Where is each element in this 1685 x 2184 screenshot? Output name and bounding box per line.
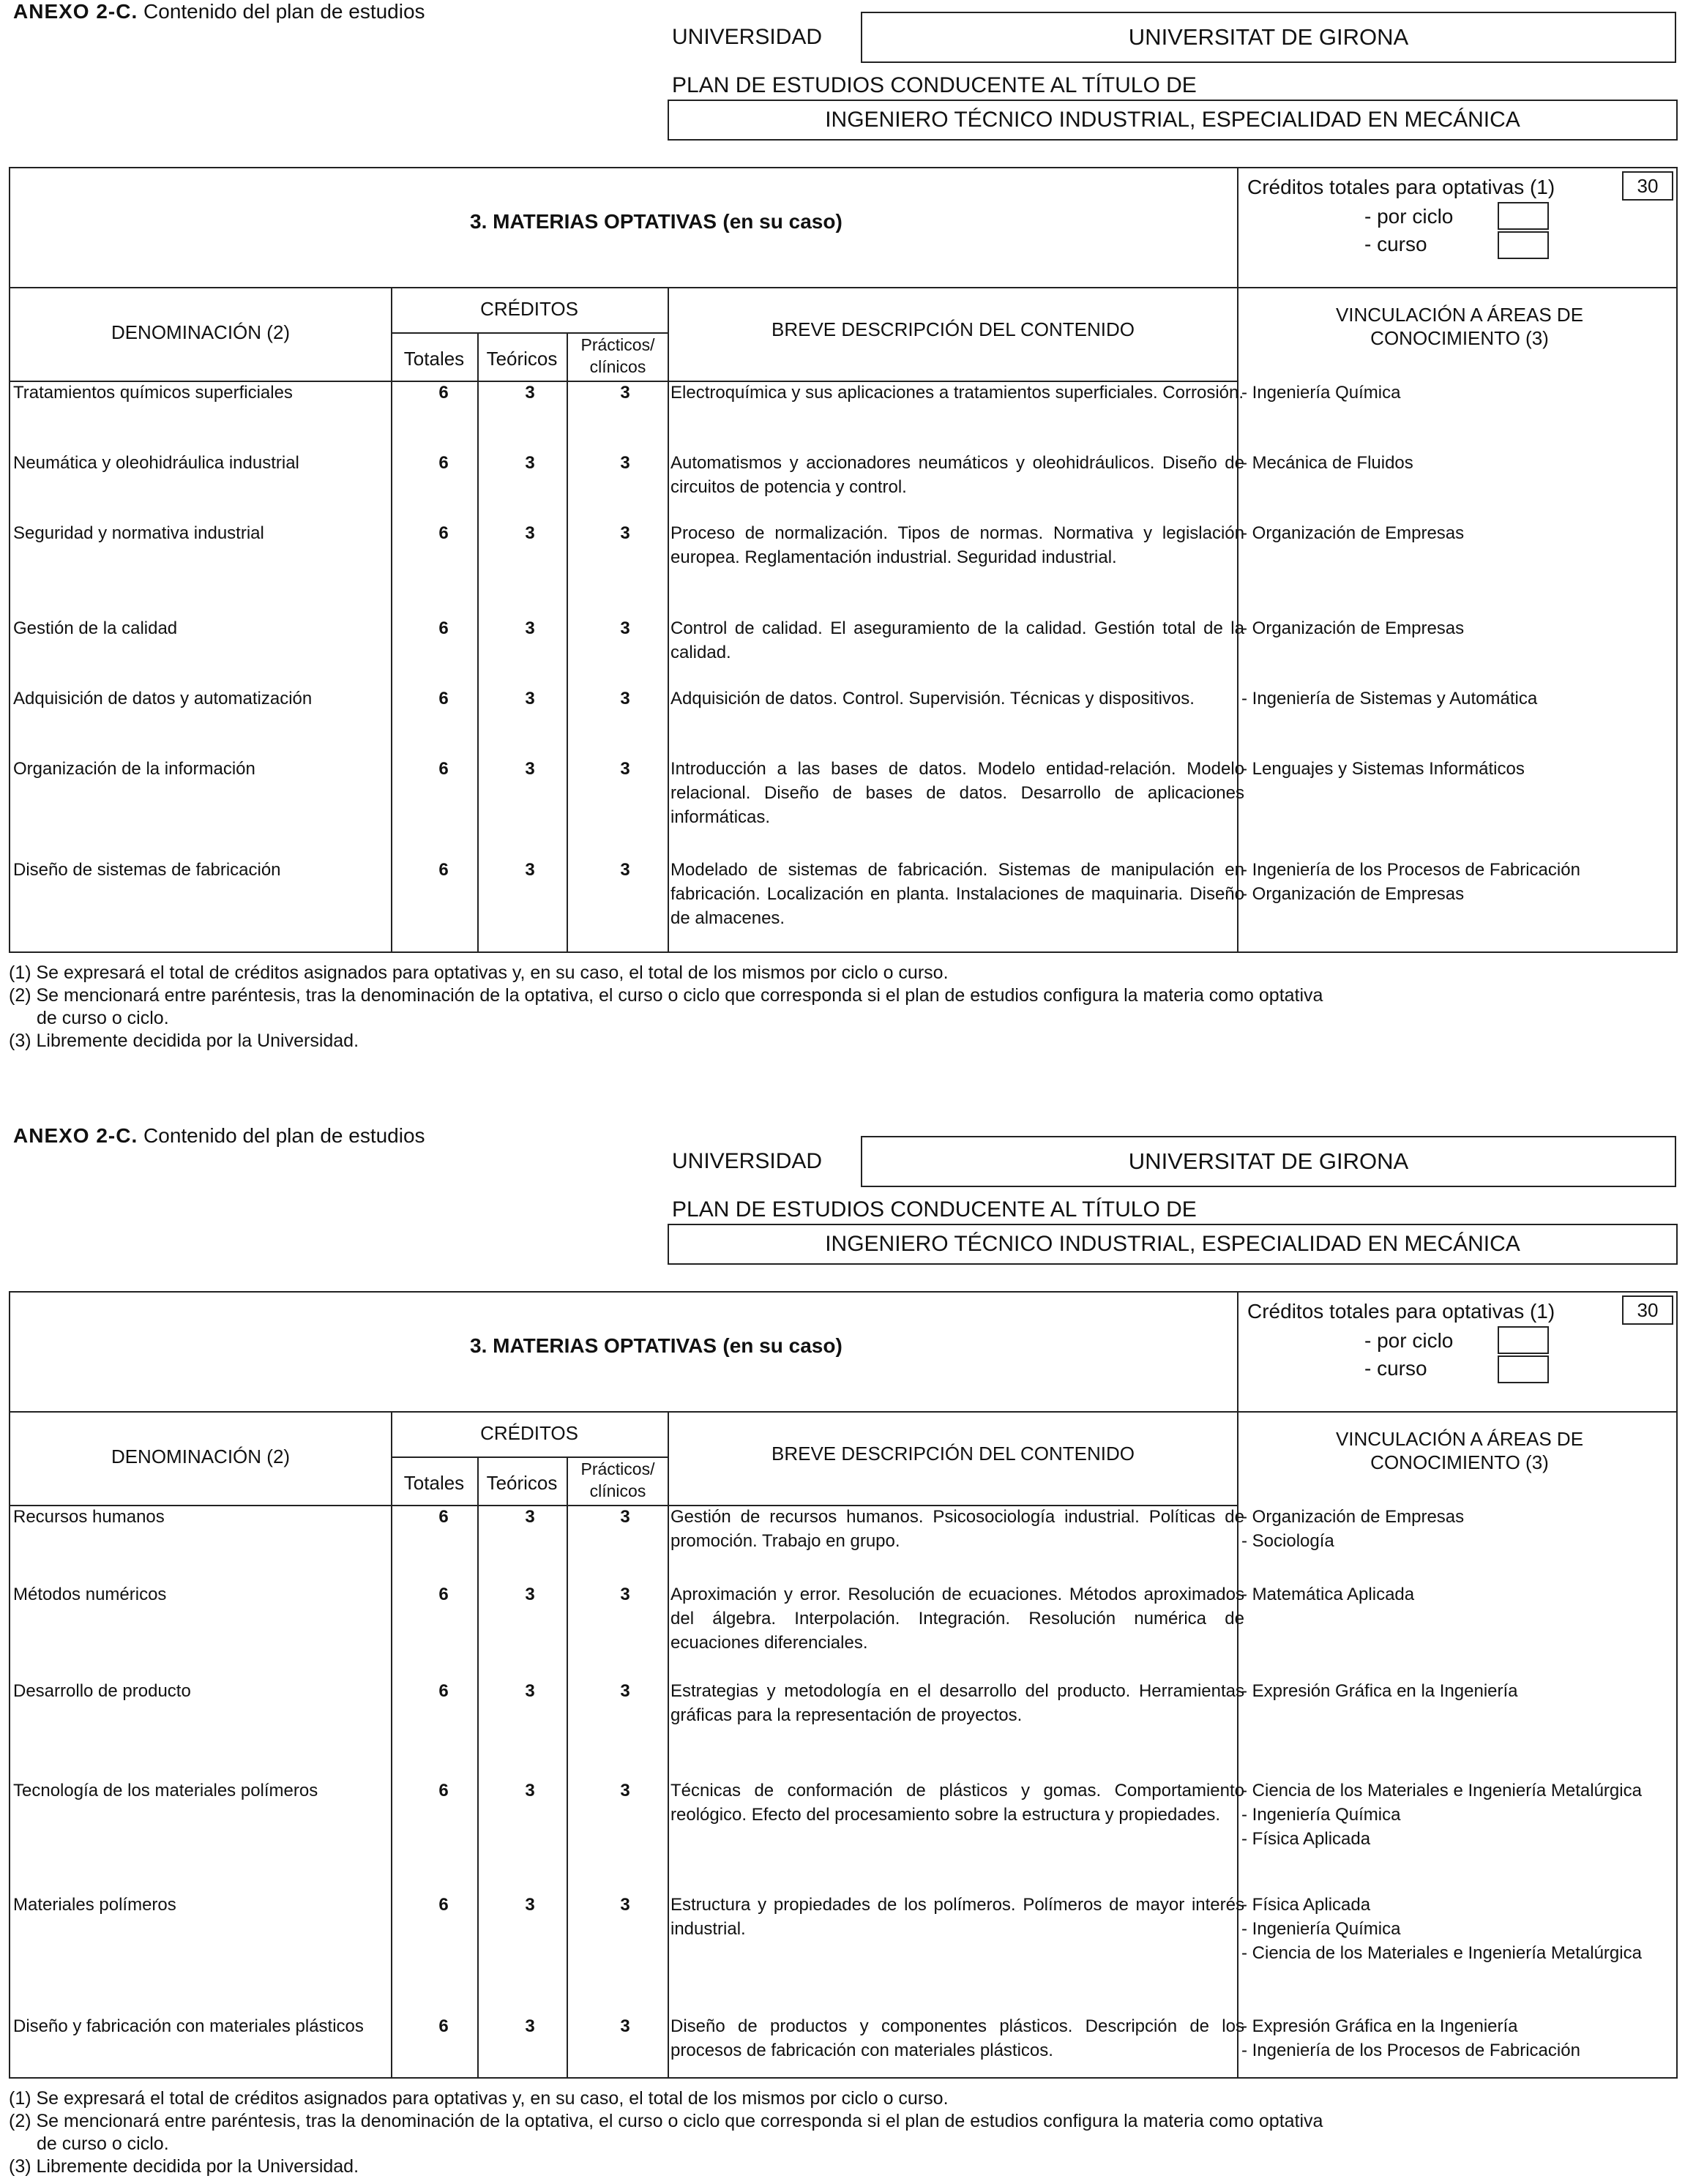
header-denominacion: DENOMINACIÓN (2)	[111, 1446, 291, 1467]
university-label: UNIVERSIDAD	[672, 1149, 823, 1173]
per-cycle-label: - por ciclo	[1364, 205, 1454, 228]
per-course-box	[1498, 1355, 1549, 1383]
header-teoricos: Teóricos	[486, 1472, 558, 1494]
header-creditos: CRÉDITOS	[480, 298, 578, 320]
subjects-table: 3. MATERIAS OPTATIVAS (en su caso) Créditos totales para optativas (1) 30 - por ciclo - curso DENOMINACIÓN (2) CRÉDITOS Totales Teóricos Prácticos/ clínicos BREVE DESCRIPCIÓN DEL CONTENIDO VINCULACIÓN A ÁREAS DE CONOCIMIENTO (3) Tratamientos químicos superficiales 6 3 3 Electroquímica y sus aplicaciones a tratamientos superficiales. Corrosión. - Ingeniería Química Neumática y oleohidráulica industrial 6 3 3 Automatismos y accionadores neumáticos y oleohidráulicos. Diseño de circuitos de potencia y control. - Mecánica de Fluidos Seguridad y normativa industrial 6 3 3 Proceso de normalización. Tipos de normas. Normativa y legislación europea. Reglamentación industrial. Seguridad industrial. - Organización de Empresas Gestión de la calidad 6 3 3 Control de calidad. El aseguramiento de la calidad. Gestión total de la calidad. - Organización de Empresas Adquisición de datos y automatización 6 3 3 Adquisición de datos. Control. Supervisión. Técnicas y dispositivos. - Ingeniería de Sistemas y Automática Organización de la información 6 3 3 Introducción a las bases de datos. Modelo entidad-relación. Modelo relacional. Diseño de bases de datos. Desarrollo de aplicaciones informáticas. - Lenguajes y Sistemas Informáticos Diseño de sistemas de fabricación 6 3 3 Modelado de sistemas de fabricación. Sistemas de manipulación en fabricación. Localización en planta. Instalaciones de maquinaria. Diseño de almacenes. - Ingeniería de los Procesos de Fabricación - Organización de Empresas	[9, 167, 1678, 953]
header-descripcion: BREVE DESCRIPCIÓN DEL CONTENIDO	[771, 318, 1135, 340]
university-label: UNIVERSIDAD	[672, 25, 823, 49]
header-denominacion: DENOMINACIÓN (2)	[111, 321, 291, 343]
annex-heading: ANEXO 2-C. Contenido del plan de estudios	[13, 0, 425, 23]
header-teoricos: Teóricos	[486, 348, 558, 370]
header-practicos: Prácticos/ clínicos	[580, 335, 655, 376]
university-name-box: UNIVERSITAT DE GIRONA	[861, 12, 1676, 63]
section-title: 3. MATERIAS OPTATIVAS (en su caso)	[470, 1334, 842, 1357]
degree-title-box: INGENIERO TÉCNICO INDUSTRIAL, ESPECIALIDAD EN MECÁNICA	[668, 100, 1678, 141]
total-credits-value: 30	[1622, 1295, 1673, 1325]
per-cycle-label: - por ciclo	[1364, 1329, 1454, 1352]
header-vinculacion: VINCULACIÓN A ÁREAS DE CONOCIMIENTO (3)	[1335, 1428, 1584, 1473]
per-course-label: - curso	[1364, 233, 1427, 255]
total-credits-label: Créditos totales para optativas (1)	[1247, 176, 1555, 198]
header-descripcion: BREVE DESCRIPCIÓN DEL CONTENIDO	[771, 1443, 1135, 1465]
header-creditos: CRÉDITOS	[480, 1422, 578, 1444]
degree-title-box: INGENIERO TÉCNICO INDUSTRIAL, ESPECIALIDAD EN MECÁNICA	[668, 1224, 1678, 1265]
per-cycle-box	[1498, 1326, 1549, 1354]
footnotes: (1) Se expresará el total de créditos asignados para optativas y, en su caso, el total de los mismos por ciclo o curso. (2) Se mencionará entre paréntesis, tras la denominación de la optativa, el curso o ciclo que corresponda si el plan de estudios configura la materia como optativa de curso o ciclo. (3) Libremente decidida por la Universidad.	[9, 2088, 1323, 2177]
total-credits-value: 30	[1622, 171, 1673, 201]
per-cycle-box	[1498, 202, 1549, 230]
per-course-label: - curso	[1364, 1357, 1427, 1380]
header-practicos: Prácticos/ clínicos	[580, 1459, 655, 1500]
per-course-box	[1498, 231, 1549, 259]
header-totales: Totales	[403, 1472, 465, 1494]
plan-label: PLAN DE ESTUDIOS CONDUCENTE AL TÍTULO DE	[672, 73, 1197, 97]
section-title: 3. MATERIAS OPTATIVAS (en su caso)	[470, 210, 842, 233]
university-name-box: UNIVERSITAT DE GIRONA	[861, 1136, 1676, 1187]
footnotes: (1) Se expresará el total de créditos asignados para optativas y, en su caso, el total de los mismos por ciclo o curso. (2) Se mencionará entre paréntesis, tras la denominación de la optativa, el curso o ciclo que corresponda si el plan de estudios configura la materia como optativa de curso o ciclo. (3) Libremente decidida por la Universidad.	[9, 962, 1323, 1051]
annex-heading: ANEXO 2-C. Contenido del plan de estudios	[13, 1124, 425, 1147]
subjects-table: 3. MATERIAS OPTATIVAS (en su caso) Créditos totales para optativas (1) 30 - por ciclo - curso DENOMINACIÓN (2) CRÉDITOS Totales Teóricos Prácticos/ clínicos BREVE DESCRIPCIÓN DEL CONTENIDO VINCULACIÓN A ÁREAS DE CONOCIMIENTO (3) Recursos humanos 6 3 3 Gestión de recursos humanos. Psicosociología industrial. Políticas de promoción. Trabajo en grupo. - Organización de Empresas - Sociología Métodos numéricos 6 3 3 Aproximación y error. Resolución de ecuaciones. Métodos aproximados del álgebra. Interpolación. Integración. Resolución numérica de ecuaciones diferenciales. - Matemática Aplicada Desarrollo de producto 6 3 3 Estrategias y metodología en el desarrollo del producto. Herramientas gráficas para la representación de proyectos. - Expresión Gráfica en la Ingeniería Tecnología de los materiales polímeros 6 3 3 Técnicas de conformación de plásticos y gomas. Comportamiento reológico. Efecto del procesamiento sobre la estructura y propiedades. - Ciencia de los Materiales e Ingeniería Metalúrgica - Ingeniería Química - Física Aplicada Materiales polímeros 6 3 3 Estructura y propiedades de los polímeros. Polímeros de mayor interés industrial. - Física Aplicada - Ingeniería Química - Ciencia de los Materiales e Ingeniería Metalúrgica Diseño y fabricación con materiales plásticos 6 3 3 Diseño de productos y componentes plásticos. Descripción de los procesos de fabricación con materiales plásticos. - Expresión Gráfica en la Ingeniería - Ingeniería de los Procesos de Fabricación	[9, 1291, 1678, 2079]
plan-label: PLAN DE ESTUDIOS CONDUCENTE AL TÍTULO DE	[672, 1197, 1197, 1222]
header-vinculacion: VINCULACIÓN A ÁREAS DE CONOCIMIENTO (3)	[1335, 304, 1584, 349]
header-totales: Totales	[403, 348, 465, 370]
total-credits-label: Créditos totales para optativas (1)	[1247, 1300, 1555, 1323]
